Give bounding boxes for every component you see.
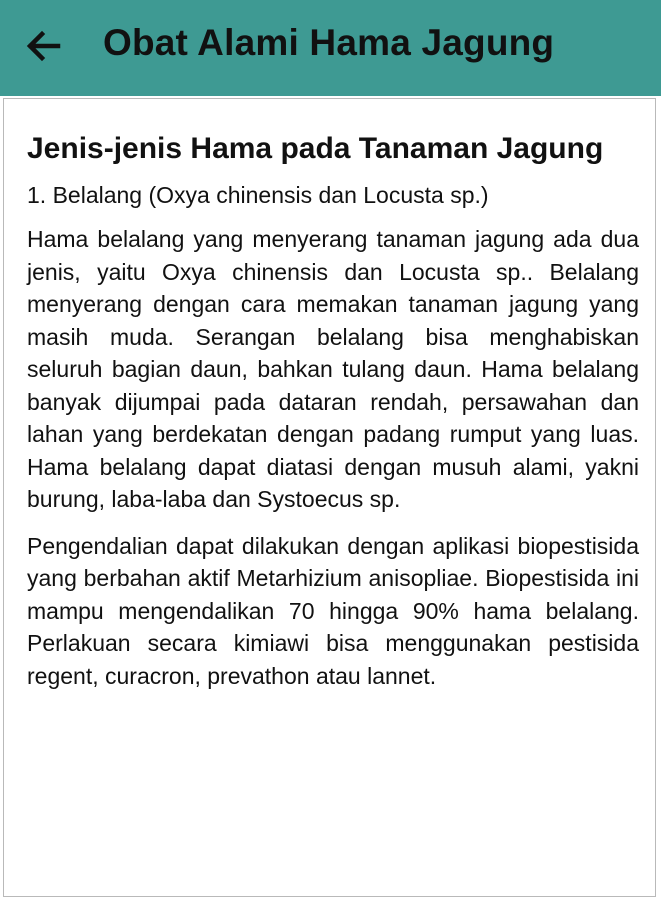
article-scroll-view[interactable] bbox=[3, 98, 656, 897]
back-button[interactable] bbox=[22, 24, 66, 68]
app-bar bbox=[0, 0, 661, 96]
article-paragraph: Pengendalian dapat dilakukan dengan aplikasi biopestisida yang berbahan aktif Metarhizium anisopliae. Biopestisida ini mampu mengendalikan 70 hingga 90% hama belalang. Perlakuan secara kimiawi bisa menggunakan pestisida regent, curacron, prevathon atau lannet. bbox=[27, 532, 639, 689]
article-subheading: 1. Belalang (Oxya chinensis dan Locusta sp.) bbox=[27, 182, 489, 208]
arrow-left-icon bbox=[22, 24, 66, 68]
article-content bbox=[27, 129, 639, 706]
article-paragraph: Hama belalang yang menyerang tanaman jagung ada dua jenis, yaitu Oxya chinensis dan Locusta sp.. Belalang menyerang dengan cara memakan tanaman jagung yang masih muda. Serangan belalang bisa menghabiskan seluruh bagian daun, bahkan tulang daun. Hama belalang banyak dijumpai pada dataran rendah, persawahan dan lahan yang berdekatan dengan padang rumput yang luas. Hama belalang dapat diatasi dengan musuh alami, yakni burung, laba-laba dan Systoecus sp. bbox=[27, 226, 639, 512]
page-title: Obat Alami Hama Jagung bbox=[103, 22, 555, 63]
article-heading: Jenis-jenis Hama pada Tanaman Jagung bbox=[27, 132, 604, 165]
